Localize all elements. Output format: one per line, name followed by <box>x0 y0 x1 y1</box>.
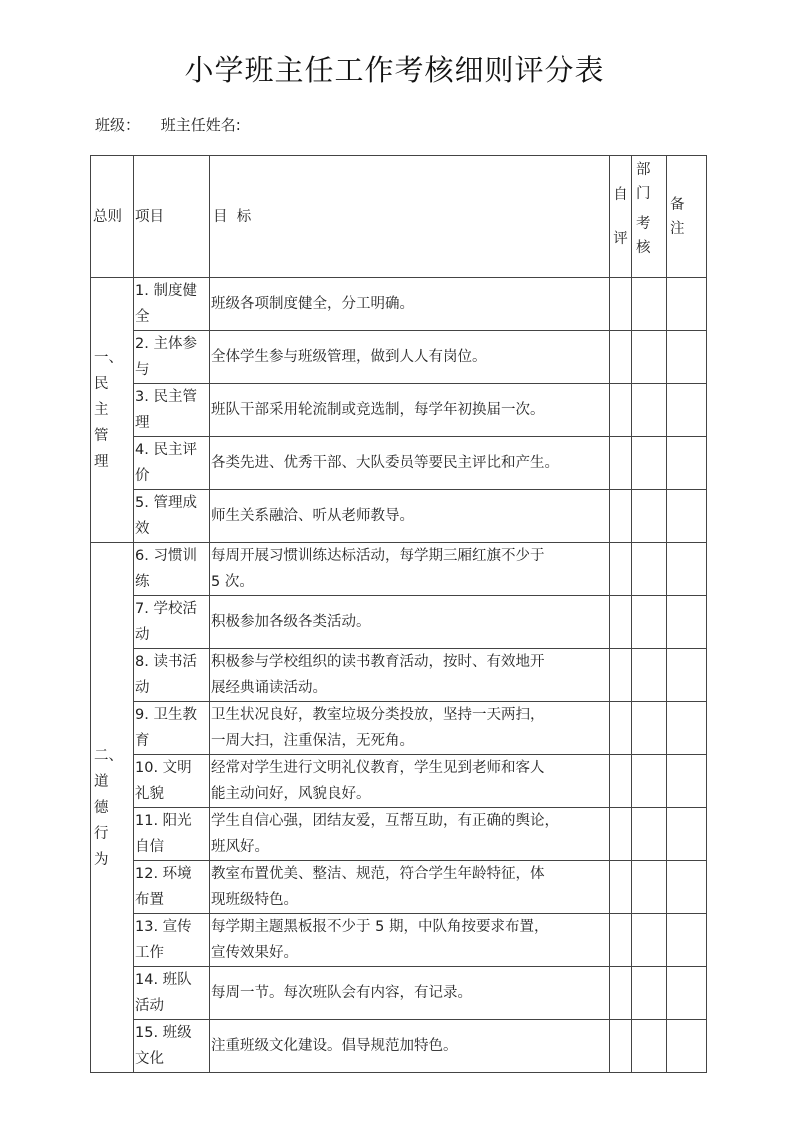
goal-cell <box>210 1020 610 1073</box>
item-cell <box>134 278 210 331</box>
section-label-char: 管 <box>94 428 109 444</box>
goal-cell <box>210 914 610 967</box>
self-eval-cell[interactable] <box>610 543 632 596</box>
item-cell <box>134 649 210 702</box>
table-row <box>91 755 707 808</box>
header-dept-review <box>632 156 667 278</box>
item-line: 14. 班队 <box>135 972 192 988</box>
dept-review-cell[interactable] <box>632 596 667 649</box>
table-row <box>91 278 707 331</box>
item-line: 动 <box>135 627 150 643</box>
teacher-label: 班主任姓名: <box>160 116 241 134</box>
item-line: 价 <box>135 468 150 484</box>
item-line: 10. 文明 <box>135 760 192 776</box>
item-line: 自信 <box>135 839 164 855</box>
note-cell[interactable] <box>667 384 707 437</box>
item-line: 布置 <box>135 892 164 908</box>
item-line: 2. 主体参 <box>135 336 197 352</box>
item-line: 理 <box>135 415 150 431</box>
header-dept-2: 门 <box>636 186 651 202</box>
dept-review-cell[interactable] <box>632 437 667 490</box>
dept-review-cell[interactable] <box>632 649 667 702</box>
item-cell <box>134 331 210 384</box>
dept-review-cell[interactable] <box>632 278 667 331</box>
goal-line: 每周开展习惯训练达标活动，每学期三厢红旗不少于 <box>211 548 545 564</box>
self-eval-cell[interactable] <box>610 808 632 861</box>
note-cell[interactable] <box>667 278 707 331</box>
table-row <box>91 808 707 861</box>
goal-line: 师生关系融洽、听从老师教导。 <box>211 508 414 524</box>
table-row <box>91 543 707 596</box>
self-eval-cell[interactable] <box>610 914 632 967</box>
item-line: 工作 <box>135 945 164 961</box>
item-cell <box>134 596 210 649</box>
header-note <box>667 156 707 278</box>
note-cell[interactable] <box>667 490 707 543</box>
item-cell <box>134 1020 210 1073</box>
goal-cell <box>210 967 610 1020</box>
self-eval-cell[interactable] <box>610 649 632 702</box>
goal-line: 班队干部采用轮流制或竞选制，每学年初换届一次。 <box>211 402 545 418</box>
note-cell[interactable] <box>667 914 707 967</box>
dept-review-cell[interactable] <box>632 702 667 755</box>
item-line: 练 <box>135 574 150 590</box>
note-cell[interactable] <box>667 1020 707 1073</box>
table-row <box>91 914 707 967</box>
dept-review-cell[interactable] <box>632 808 667 861</box>
item-cell <box>134 543 210 596</box>
goal-cell <box>210 596 610 649</box>
item-line: 1. 制度健 <box>135 283 197 299</box>
item-cell <box>134 490 210 543</box>
goal-line: 积极参与学校组织的读书教育活动，按时、有效地开 <box>211 654 545 670</box>
item-line: 文化 <box>135 1051 164 1067</box>
header-dept-1: 部 <box>636 162 651 178</box>
item-line: 8. 读书活 <box>135 654 197 670</box>
note-cell[interactable] <box>667 596 707 649</box>
note-cell[interactable] <box>667 755 707 808</box>
section-label-char: 行 <box>94 825 109 842</box>
header-self-eval-2: 评 <box>613 230 628 247</box>
header-note-2: 注 <box>670 220 685 237</box>
item-line: 活动 <box>135 998 164 1014</box>
section-label-char: 为 <box>94 851 109 868</box>
item-line: 7. 学校活 <box>135 601 197 617</box>
note-cell[interactable] <box>667 331 707 384</box>
goal-cell <box>210 490 610 543</box>
self-eval-cell[interactable] <box>610 384 632 437</box>
dept-review-cell[interactable] <box>632 914 667 967</box>
goal-line: 卫生状况良好，教室垃圾分类投放，坚持一天两扫， <box>211 707 545 723</box>
item-cell <box>134 755 210 808</box>
header-goal: 目 标 <box>210 156 610 278</box>
self-eval-cell[interactable] <box>610 702 632 755</box>
goal-line: 注重班级文化建设。倡导规范加特色。 <box>211 1038 458 1054</box>
goal-line: 能主动问好，风貌良好。 <box>211 786 371 802</box>
item-cell <box>134 914 210 967</box>
goal-line: 展经典诵读活动。 <box>211 680 327 696</box>
item-line: 效 <box>135 521 150 537</box>
item-line: 5. 管理成 <box>135 495 197 511</box>
item-cell <box>134 384 210 437</box>
self-eval-cell[interactable] <box>610 331 632 384</box>
header-dept-3: 考 <box>636 216 651 232</box>
item-cell <box>134 967 210 1020</box>
dept-review-cell[interactable] <box>632 384 667 437</box>
header-dept-4: 核 <box>636 240 651 256</box>
self-eval-cell[interactable] <box>610 1020 632 1073</box>
item-cell <box>134 861 210 914</box>
note-cell[interactable] <box>667 861 707 914</box>
dept-review-cell[interactable] <box>632 1020 667 1073</box>
goal-line: 班级各项制度健全，分工明确。 <box>211 296 414 312</box>
section-label-char: 德 <box>94 799 109 816</box>
goal-cell <box>210 755 610 808</box>
table-row <box>91 437 707 490</box>
table-row <box>91 861 707 914</box>
goal-line: 一周大扫，注重保洁，无死角。 <box>211 733 414 749</box>
section-label-char: 民 <box>94 376 109 392</box>
section-cell <box>91 543 134 1073</box>
item-line: 6. 习惯训 <box>135 548 197 564</box>
item-line: 15. 班级 <box>135 1025 192 1041</box>
table-row <box>91 384 707 437</box>
self-eval-cell[interactable] <box>610 967 632 1020</box>
goal-line: 教室布置优美、整洁、规范，符合学生年龄特征，体 <box>211 866 545 882</box>
note-cell[interactable] <box>667 967 707 1020</box>
goal-cell <box>210 384 610 437</box>
item-line: 11. 阳光 <box>135 813 192 829</box>
goal-line: 班风好。 <box>211 839 269 855</box>
section-label-char: 一、 <box>94 350 123 366</box>
section-label-char: 理 <box>94 454 109 470</box>
score-table <box>90 155 707 1073</box>
section-label-char: 主 <box>94 402 109 418</box>
goal-cell <box>210 808 610 861</box>
item-line: 12. 环境 <box>135 866 192 882</box>
dept-review-cell[interactable] <box>632 490 667 543</box>
section-cell <box>91 278 134 543</box>
header-note-1: 备 <box>670 196 685 213</box>
item-line: 礼貌 <box>135 786 164 802</box>
goal-line: 5 次。 <box>211 574 254 590</box>
goal-cell <box>210 331 610 384</box>
goal-line: 学生自信心强，团结友爱，互帮互助，有正确的舆论， <box>211 813 559 829</box>
self-eval-cell[interactable] <box>610 596 632 649</box>
section-label-char: 二、 <box>94 747 123 764</box>
dept-review-cell[interactable] <box>632 755 667 808</box>
table-row <box>91 490 707 543</box>
note-cell[interactable] <box>667 702 707 755</box>
note-cell[interactable] <box>667 649 707 702</box>
table-row <box>91 331 707 384</box>
table-row <box>91 596 707 649</box>
dept-review-cell[interactable] <box>632 331 667 384</box>
table-row <box>91 702 707 755</box>
form-meta <box>95 114 257 135</box>
item-line: 4. 民主评 <box>135 442 197 458</box>
self-eval-cell[interactable] <box>610 278 632 331</box>
goal-cell <box>210 702 610 755</box>
class-label: 班级： <box>95 116 141 134</box>
dept-review-cell[interactable] <box>632 861 667 914</box>
goal-line: 现班级特色。 <box>211 892 298 908</box>
header-item: 项目 <box>134 156 210 278</box>
item-line: 育 <box>135 733 150 749</box>
item-cell <box>134 437 210 490</box>
item-cell <box>134 808 210 861</box>
goal-cell <box>210 543 610 596</box>
self-eval-cell[interactable] <box>610 755 632 808</box>
note-cell[interactable] <box>667 543 707 596</box>
self-eval-cell[interactable] <box>610 861 632 914</box>
header-self-eval <box>610 156 632 278</box>
goal-line: 经常对学生进行文明礼仪教育，学生见到老师和客人 <box>211 760 545 776</box>
self-eval-cell[interactable] <box>610 490 632 543</box>
goal-cell <box>210 649 610 702</box>
goal-cell <box>210 861 610 914</box>
item-line: 动 <box>135 680 150 696</box>
goal-line: 每学期主题黑板报不少于 5 期，中队角按要求布置， <box>211 919 549 935</box>
goal-line: 全体学生参与班级管理，做到人人有岗位。 <box>211 349 487 365</box>
goal-line: 宣传效果好。 <box>211 945 298 961</box>
table-row <box>91 967 707 1020</box>
goal-line: 每周一节。每次班队会有内容，有记录。 <box>211 985 472 1001</box>
goal-cell <box>210 278 610 331</box>
header-self-eval-1: 自 <box>613 186 628 203</box>
dept-review-cell[interactable] <box>632 543 667 596</box>
table-row <box>91 1020 707 1073</box>
note-cell[interactable] <box>667 437 707 490</box>
dept-review-cell[interactable] <box>632 967 667 1020</box>
item-line: 与 <box>135 362 150 378</box>
item-cell <box>134 702 210 755</box>
header-row <box>91 156 707 278</box>
goal-line: 积极参加各级各类活动。 <box>211 614 371 630</box>
section-label-char: 道 <box>94 773 109 790</box>
item-line: 全 <box>135 309 150 325</box>
item-line: 3. 民主管 <box>135 389 197 405</box>
item-line: 9. 卫生教 <box>135 707 197 723</box>
item-line: 13. 宣传 <box>135 919 192 935</box>
header-general: 总则 <box>91 156 134 278</box>
self-eval-cell[interactable] <box>610 437 632 490</box>
goal-line: 各类先进、优秀干部、大队委员等要民主评比和产生。 <box>211 455 559 471</box>
page-title: 小学班主任工作考核细则评分表 <box>184 53 605 87</box>
goal-cell <box>210 437 610 490</box>
note-cell[interactable] <box>667 808 707 861</box>
table-row <box>91 649 707 702</box>
